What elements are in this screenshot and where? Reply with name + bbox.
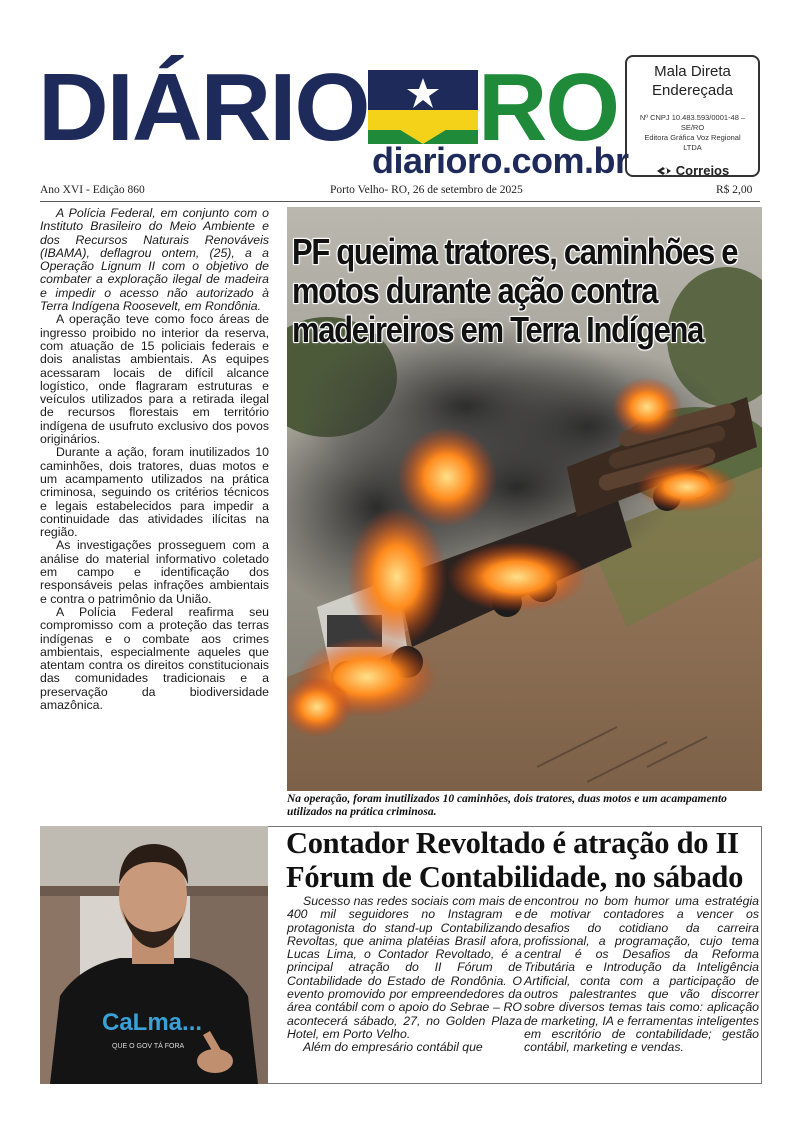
logo-diario[interactable]: DIÁRIO <box>38 54 369 161</box>
mail-cnpj <box>635 113 750 154</box>
man-portrait-image <box>40 826 268 1084</box>
photo-caption: Na operação, foram inutilizados 10 caminhões, dois tratores, duas motos e um acampamento utilizados na prática criminosa. <box>287 793 727 818</box>
lead-paragraph-2: A operação teve como foco áreas de ingresso proibido no interior da reserva, com atuação de 15 policiais federais e dois analistas ambientais. As equipes acessaram locais de difícil alcance logístico, onde flagraram estruturas e veículos utilizados para a retirada ilegal de recursos florestais em território indígena de usufruto exclusivo dos povos originários. <box>40 312 269 447</box>
star-icon <box>406 76 440 110</box>
edition-number: Ano XVI - Edição 860 <box>40 184 145 196</box>
correios-text: Correios <box>675 163 730 178</box>
lead-paragraph-5: A Polícia Federal reafirma seu compromisso com a proteção das terras indígenas e o combate aos crimes ambientais, especialmente aqueles que atentam contra os direitos constitucionais das comunidades tradicionais e a preservação da biodiversidade amazônica. <box>40 604 269 712</box>
second-story-title[interactable]: Contador Revoltado é atração do II Fórum de Contabilidade, no sábado <box>286 826 744 894</box>
edition-date: Porto Velho- RO, 26 de setembro de 2025 <box>330 184 523 196</box>
masthead <box>0 0 800 182</box>
shirt-graphic-text: CaLma... <box>102 1009 203 1036</box>
mail-stamp-box <box>625 55 760 177</box>
portrait-photo[interactable] <box>40 826 268 1084</box>
cnpj-text: Nº CNPJ 10.483.593/0001-48 – SE/RO <box>639 112 746 132</box>
mail-title-1: Mala Direta <box>654 63 731 80</box>
second-paragraph-1: Sucesso nas redes sociais com mais de 400 mil seguidores no Instagram e protagonista do stand-up Contabilizando Revoltas, que anima platéias Brasil afora, Lucas Lima, o Contador Revoltado, é a principal atração do II Fórum de Contabilidade do Estado de Rondônia. O evento promovido por empreendedores da área contábil com o apoio do Sebrae – RO acontecerá sábado, 27, no Golden Plaza Hotel, em Porto Velho. <box>287 894 522 1041</box>
lead-paragraph-4: As investigações prosseguem com a análise do material informativo coletado em campo e identificação dos responsáveis pelas infrações ambientais e contra o patrimônio da União. <box>40 538 269 606</box>
correios-logo <box>635 163 750 178</box>
header-divider <box>40 201 760 202</box>
second-story-col-1 <box>287 895 522 1055</box>
lead-paragraph-1: A Polícia Federal, em conjunto com o Instituto Brasileiro do Meio Ambiente e dos Recursos Naturais Renováveis (IBAMA), deflagrou ontem, (25), a a Operação Lignum II com o objetivo de combater a exploração ilegal de madeira e impedir o acesso não autorizado à Terra Indígena Roosevelt, em Rondônia. <box>40 206 269 314</box>
lead-headline[interactable]: PF queima tratores, caminhões e motos durante ação contra madeireiros em Terra Indígena <box>292 231 738 350</box>
lead-paragraph-3: Durante a ação, foram inutilizados 10 caminhões, dois tratores, duas motos e um acampamento utilizados na prática criminosa, seguindo os critérios técnicos e legais estabelecidos para impedir a continuidade das atividades ilícitas na região. <box>40 445 269 540</box>
correios-icon <box>656 166 672 176</box>
second-paragraph-3: encontrou no bom humor uma estratégia de motivar contadores a vencer os desafios do cotidiano da carreira profissional, a programação, cujo tema central é os Desafios da Reforma Tributária e Introdução da Inteligência Artificial, conta com a participação de outros palestrantes que vão discorrer sobre diversos temas tais como: aplicação de marketing, IA e ferramentas inteligentes em escritório de contabilidade; gestão contábil, marketing e vendas. <box>524 894 759 1055</box>
mail-title-2: Endereçada <box>652 81 733 99</box>
editora-text: Editora Gráfica Voz Regional LTDA <box>644 132 741 152</box>
second-paragraph-2: Além do empresário contábil que <box>303 1040 483 1055</box>
edition-price: R$ 2,00 <box>716 184 753 196</box>
site-url[interactable]: diarioro.com.br <box>372 140 629 181</box>
logo-ro[interactable]: RO <box>478 54 618 161</box>
lead-story-body <box>40 207 269 817</box>
second-story-col-2 <box>524 895 759 1055</box>
shirt-subtext: QUE O GOV TÁ FORA <box>112 1043 185 1050</box>
rondonia-flag-icon <box>368 70 478 144</box>
